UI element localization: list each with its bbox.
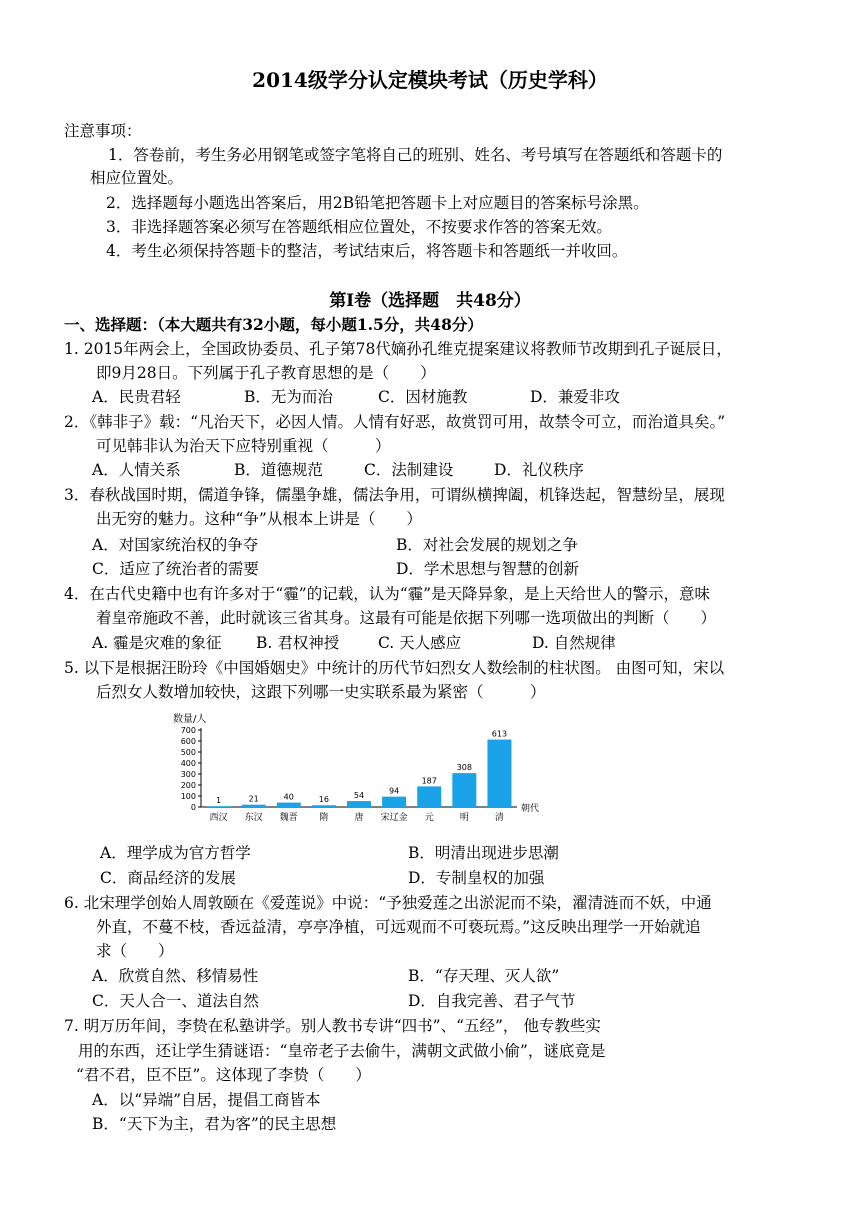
chart-bar [487,740,511,807]
chart-category-label: 宋辽金 [380,813,408,823]
q3-option-b: B．对社会发展的规划之争 [396,536,578,554]
chart-y-tick-label: 100 [180,792,196,801]
chart-value-label: 16 [318,795,329,805]
q4-option-b: B. 君权神授 [256,634,340,652]
chart-category-label: 魏晋 [279,813,298,823]
q2-option-c: C．法制建设 [364,461,454,479]
chart-bar [277,803,301,807]
chart-y-tick-label: 0 [190,803,196,812]
chart-y-tick-label: 500 [180,748,196,757]
chart-y-label: 数量/人 [173,714,207,725]
part1-title: 第Ⅰ卷（选择题 共48分） [329,291,531,311]
q7-stem-1: 7. 明万历年间，李贽在私塾讲学。别人教书专讲“四书”、“五经”， 他专教些实 [64,1017,601,1035]
chart-bar [312,805,336,807]
chart-y-tick-label: 200 [180,781,196,790]
q3-option-d: D．学术思想与智慧的创新 [396,560,579,578]
q3-option-c: C．适应了统治者的需要 [92,560,259,578]
q2-option-a: A．人情关系 [92,461,181,479]
chart-category-label: 清 [494,813,504,823]
q6-option-b: B．“存天理、灭人欲” [408,967,560,985]
notice-item-1-cont: 相应位置处。 [90,169,184,187]
q6-stem-2: 外直，不蔓不枝，香远益清，亭亭净植，可远观而不可亵玩焉。”这反映出理学一开始就追 [96,918,701,936]
q4-option-d: D. 自然规律 [532,634,616,652]
notice-item-3: 3．非选择题答案必须写在答题纸相应位置处，不按要求作答的答案无效。 [106,218,612,236]
q6-stem-3: 求（ ） [96,942,174,960]
q2-option-d: D．礼仪秩序 [494,461,584,479]
chart-category-labels [210,811,504,823]
chart-y-tick-label: 400 [180,759,196,768]
q7-stem-3: “君不君，臣不臣”。这体现了李贽（ ） [76,1066,371,1084]
notice-item-2: 2．选择题每小题选出答案后，用2B铅笔把答题卡上对应题目的答案标号涂黑。 [106,194,649,212]
chart-category-label: 西汉 [209,813,228,823]
chart-category-label: 明 [459,813,469,823]
chart-category-label: 唐 [354,813,364,823]
q2-stem-1: 2．《韩非子》载：“凡治天下，必因人情。人情有好恶，故赏罚可用，故禁令可立，而治道具矣。” [64,413,726,431]
section-heading: 一、选择题：（本大题共有32小题，每小题1.5分，共48分） [64,315,483,334]
q6-option-d: D．自我完善、君子气节 [408,992,576,1010]
q1-option-b: B．无为而治 [244,388,333,406]
q6-option-c: C．天人合一、道法自然 [92,992,259,1010]
chart-bar [382,797,406,807]
q5-option-c: C．商品经济的发展 [100,869,236,887]
chart-y-tick-label: 700 [180,726,196,735]
chart-bar [242,805,266,807]
chart-value-label: 1 [216,796,222,806]
chart-x-label: 朝代 [521,804,540,814]
q4-option-c: C. 天人感应 [378,634,462,652]
q1-stem-2: 即9月28日。下列属于孔子教育思想的是（ ） [96,364,436,382]
q1-option-a: A．民贵君轻 [92,388,181,406]
chart-y-tick-label: 600 [180,737,196,746]
q4-option-a: A. 霾是灾难的象征 [92,634,222,652]
q1-stem-1: 1. 2015年两会上，全国政协委员、孔子第78代嫡孙孔维克提案建议将教师节改期到孔子诞辰日， [64,340,732,358]
exam-title: 2014级学分认定模块考试（历史学科） [252,68,608,92]
q4-stem-2: 着皇帝施政不善，此时就该三省其身。这最有可能是依据下列哪一选项做出的判断（ ） [96,609,717,627]
q1-option-c: C．因材施教 [378,388,468,406]
q2-stem-2: 可见韩非认为治天下应特别重视（ ） [96,437,391,455]
chart-category-label: 元 [424,813,434,823]
q7-option-a: A．以“异端”自居，提倡工商皆本 [92,1091,321,1109]
chart-value-label: 187 [421,776,437,786]
q3-stem-1: 3．春秋战国时期，儒道争锋，儒墨争雄，儒法争用，可谓纵横捭阖，机锋迭起，智慧纷呈，展现 [64,486,725,504]
q6-option-a: A．欣赏自然、移情易性 [92,967,259,985]
chart-category-label: 东汉 [244,813,263,823]
chart-value-label: 21 [248,794,259,804]
chart-bar [347,801,371,807]
q4-stem-1: 4．在古代史籍中也有许多对于“霾”的记载，认为“霾”是天降异象，是上天给世人的警示，意味 [64,585,711,603]
chart-value-label: 40 [283,792,294,802]
chart-category-label: 隋 [319,813,329,823]
chart-bar [452,773,476,807]
chart-y-tick-label: 300 [180,770,196,779]
q1-option-d: D．兼爱非攻 [530,388,620,406]
chart-bar [417,786,441,807]
q5-option-b: B．明清出现进步思潮 [408,844,559,862]
martyr-women-bar-chart [165,708,545,828]
q3-option-a: A．对国家统治权的争夺 [92,536,259,554]
chart-value-label: 308 [456,763,472,773]
chart-value-label: 613 [491,729,508,739]
chart-value-label: 94 [389,786,400,796]
q5-option-a: A．理学成为官方哲学 [100,844,251,862]
notice-item-4: 4．考生必须保持答题卡的整洁，考试结束后，将答题卡和答题纸一并收回。 [106,242,628,260]
chart-y-ticks [181,726,201,812]
chart-bar [207,806,231,807]
q6-stem-1: 6. 北宋理学创始人周敦颐在《爱莲说》中说：“予独爱莲之出淤泥而不染，濯清涟而不妖，中通 [64,894,712,912]
q7-stem-2: 用的东西，还让学生猜谜语：“皇帝老子去偷牛，满朝文武做小偷”，谜底竟是 [78,1042,606,1060]
q5-stem-1: 5. 以下是根据汪盼玲《中国婚姻史》中统计的历代节妇烈女人数绘制的柱状图。 由图可知，宋以 [64,659,725,677]
chart-value-label: 54 [353,791,365,801]
q2-option-b: B．道德规范 [234,461,323,479]
q3-stem-2: 出无穷的魅力。这种“争”从根本上讲是（ ） [96,510,422,528]
notice-item-1: 1．答卷前，考生务必用钢笔或签字笔将自己的班别、姓名、考号填写在答题纸和答题卡的 [108,146,723,164]
q5-stem-2: 后烈女人数增加较快，这跟下列哪一史实联系最为紧密（ ） [96,683,546,701]
q7-option-b: B．“天下为主，君为客”的民主思想 [92,1115,337,1133]
q5-option-d: D．专制皇权的加强 [408,869,545,887]
notice-heading: 注意事项： [64,122,142,140]
